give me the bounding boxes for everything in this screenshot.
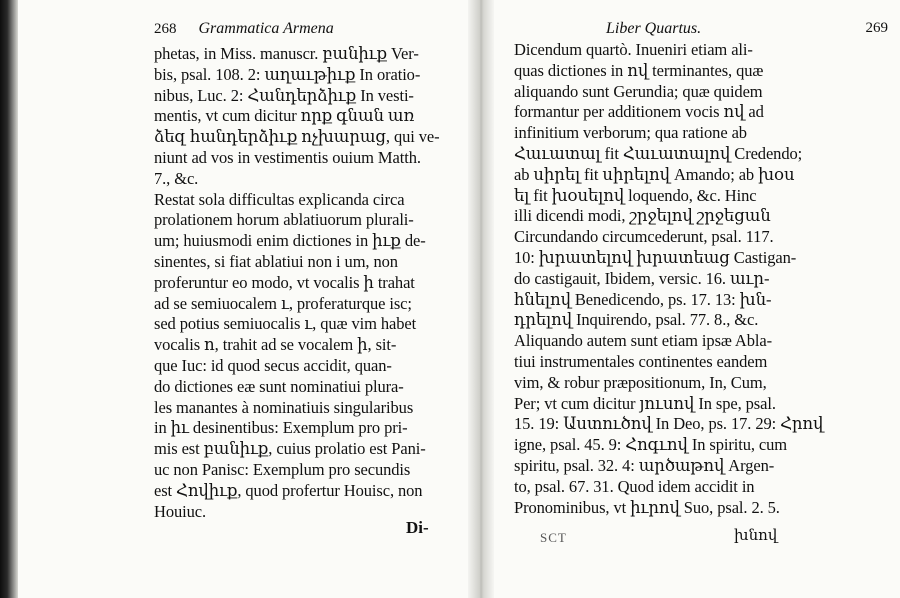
signature-mark: SCT xyxy=(540,530,567,545)
right-catchword: խնով xyxy=(734,528,778,544)
book-edge xyxy=(0,0,18,598)
text-line: Circundando circumcederunt, psal. 117. xyxy=(514,227,774,247)
text-line: դրելով Inquirendo, psal. 77. 8., &c. xyxy=(514,310,759,330)
text-line: spiritu, psal. 32. 4: արծաթով Argen- xyxy=(514,456,775,475)
text-line: 15. 19: Աստուծով In Deo, ps. 17. 29: Հրով xyxy=(514,414,824,434)
text-line: Houiuc. xyxy=(154,501,206,521)
text-line: phetas, in Miss. manuscr. բանիւք Ver- xyxy=(154,44,419,63)
text-line: bis, psal. 108. 2: աղաւթիւք In oratio- xyxy=(154,64,421,84)
text-line: proferuntur eo modo, vt vocalis ի trahat xyxy=(154,272,415,292)
book-gutter xyxy=(468,0,494,598)
text-line: հնելով Benedicendo, ps. 17. 13: խն- xyxy=(514,289,772,309)
right-running-title: Liber Quartus. xyxy=(606,20,702,37)
text-line: 10: խրատելով խրատեաց Castigan- xyxy=(514,248,797,267)
left-catchword: Di- xyxy=(406,518,429,537)
text-line: in իւ desinentibus: Exemplum pro pri- xyxy=(154,418,408,438)
text-line: sed potius semiuocalis ւ, quæ vim habet xyxy=(154,314,417,334)
left-running-title: Grammatica Armena xyxy=(198,20,334,37)
text-line: vim, & robur præpositionum, In, Cum, xyxy=(514,372,767,392)
text-line: mentis, vt cum dicitur որք գնան առ xyxy=(154,106,415,126)
text-line: Dicendum quartò. Inueniri etiam ali- xyxy=(514,40,753,59)
right-page xyxy=(494,0,900,598)
text-line: 7., &c. xyxy=(154,168,199,188)
text-line: Restat sola difficultas explicanda circa xyxy=(154,189,405,209)
text-line: do dictiones eæ sunt nominatiui plura- xyxy=(154,376,404,396)
text-line: Pronominibus, vt իւրով Suo, psal. 2. 5. xyxy=(514,497,780,517)
text-line: niunt ad vos in vestimentis ouium Matth. xyxy=(154,148,421,167)
text-line: Aliquando autem sunt etiam ipsæ Abla- xyxy=(514,331,772,351)
text-line: illi dicendi modi, շրջելով շրջեցան xyxy=(514,206,771,226)
text-line: uc non Panisc: Exemplum pro secundis xyxy=(154,460,411,479)
text-line: mis est բանիւք, cuius prolatio est Pani- xyxy=(154,439,426,459)
text-line: prolationem horum ablatiuorum plurali- xyxy=(154,210,414,230)
text-line: to, psal. 67. 31. Quod idem accidit in xyxy=(514,476,755,496)
text-line: que Iuc: id quod secus accidit, quan- xyxy=(154,356,392,375)
text-line: formantur per additionem vocis ով ad xyxy=(514,102,764,122)
text-line: aliquando sunt Gerundia; quæ quidem xyxy=(514,81,763,101)
text-line: sinentes, si fiat ablatiui non i um, non xyxy=(154,252,398,271)
text-line: Հաւատալ fit Հաւատալով Credendo; xyxy=(514,144,803,163)
left-running-head xyxy=(154,20,334,38)
text-line: igne, psal. 45. 9: Հոգւով In spiritu, cum xyxy=(514,435,788,455)
text-line: infinitium verborum; qua ratione ab xyxy=(514,123,747,143)
text-line: Per; vt cum dicitur յուսով In spe, psal. xyxy=(514,393,776,413)
right-page-number: 269 xyxy=(865,20,888,36)
text-line: est Հովիւք, quod profertur Houisc, non xyxy=(154,480,423,500)
text-line: les manantes à nominatiuis singularibus xyxy=(154,397,414,417)
text-line: tiui instrumentales continentes eandem xyxy=(514,352,768,371)
left-page xyxy=(18,0,468,598)
text-line: ad se semiuocalem ւ, proferaturque isc; xyxy=(154,293,412,313)
text-line: vocalis ո, trahit ad se vocalem ի, sit- xyxy=(154,335,397,355)
right-running-head xyxy=(606,20,896,38)
text-line: ել fit խօսելով loquendo, &c. Hinc xyxy=(514,185,757,205)
text-line: quas dictiones in ով terminantes, quæ xyxy=(514,60,764,80)
text-line: nibus, Luc. 2: Հանդերձիւք In vesti- xyxy=(154,85,414,105)
text-line: ձեզ հանդերձիւք ոչխարաց, qui ve- xyxy=(154,127,440,147)
left-page-number: 268 xyxy=(154,21,177,37)
text-line: ab սիրել fit սիրելով Amando; ab խօս xyxy=(514,164,795,184)
text-line: do castigauit, Ibidem, versic. 16. աւր- xyxy=(514,268,770,288)
text-line: um; huiusmodi enim dictiones in իւք de- xyxy=(154,231,426,251)
